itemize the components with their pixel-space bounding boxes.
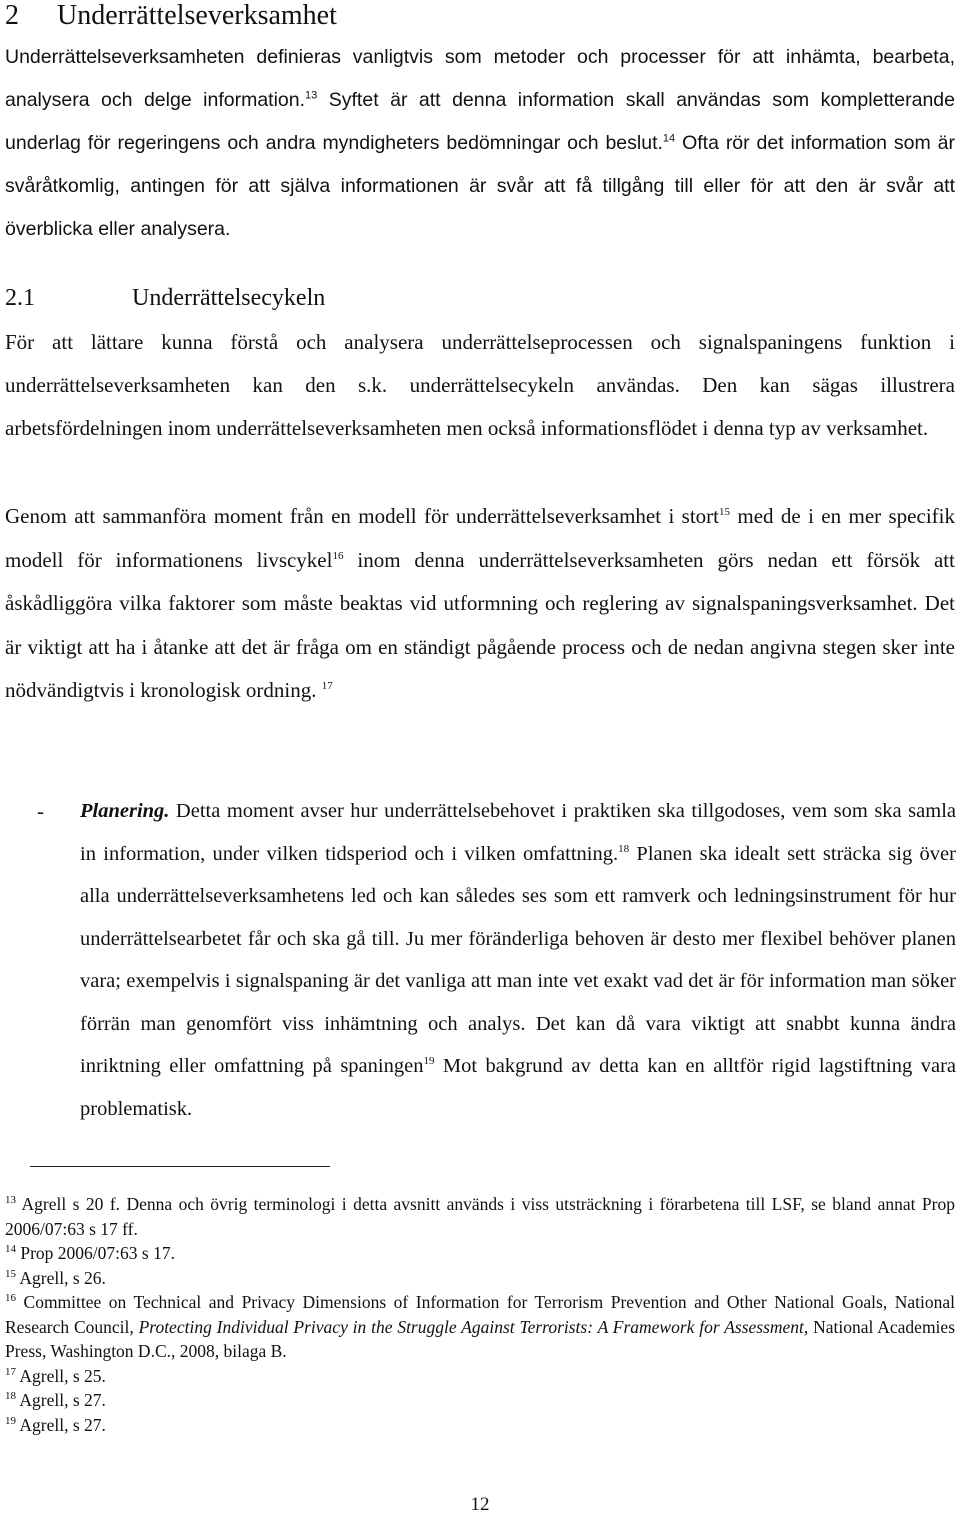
bullet-body: Detta moment avser hur underrättelsebehovet i praktiken ska tillgodoses, vem som ska samla in information, under vilken tidsperiod och i vilken omfattning. (80, 800, 956, 865)
bullet-text (80, 790, 956, 1130)
footnote-text: Agrell, s 26. (16, 1267, 106, 1288)
footnote-text: Committee on Technical and Privacy Dimensions of Information for Terrorism Prevention and Other National Goals, National Research Council (5, 1292, 955, 1337)
footnote (5, 1192, 955, 1241)
footnote-title: , Protecting Individual Privacy in the Struggle Against Terrorists: A Framework for Assessment (129, 1316, 804, 1337)
page-number: 12 (470, 1494, 490, 1515)
subsection-paragraph-1 (5, 321, 955, 450)
subsection-title: Underrättelsecykeln (132, 285, 326, 311)
footnote-separator (30, 1166, 330, 1167)
paragraph-text: Syftet är att denna information skall användas som kompletterande underlag för regeringens och andra myndigheters bedömningar och beslut. (5, 89, 955, 154)
footnote-ref: 13 (305, 89, 318, 102)
footnote-ref: 15 (719, 506, 730, 518)
bullet-body: Planen ska idealt sett sträcka sig över alla underrättelseverksamhetens led och kan således ses som ett ramverk och ledningsinstrument för hur underrättelsearbetet får och ska gå till. Ju mer föränderliga behoven är desto mer flexibel behöver planen vara; exempelvis i signalspaning är det vanliga att man inte vet exakt vad det är för information man söker förrän man genomfört viss inhämtning och analys. Det kan då vara viktigt att snabbt kunna ändra inriktning eller omfattning på spaningen (80, 842, 956, 1077)
footnote (5, 1364, 955, 1389)
footnote (5, 1413, 955, 1438)
subsection-paragraph-2 (5, 495, 955, 713)
section-heading (5, 0, 945, 32)
footnote-text: Agrell, s 25. (16, 1365, 106, 1386)
footnote-text: Agrell, s 27. (16, 1414, 106, 1435)
footnote (5, 1241, 955, 1266)
footnote-ref: 16 (332, 549, 344, 562)
subsection-number: 2.1 (5, 285, 35, 311)
footnote (5, 1266, 955, 1291)
footnotes (5, 1192, 955, 1437)
footnote-number: 14 (5, 1243, 16, 1256)
footnote-number: 13 (5, 1194, 16, 1207)
paragraph-text: Ofta rör det information som är svåråtkomlig, antingen för att själva informationen är svår att få tillgång till eller för att den är svår att överblicka eller analysera. (5, 132, 955, 240)
section-paragraph (5, 36, 955, 251)
footnote-ref: 14 (662, 132, 676, 145)
subsection-heading (5, 282, 945, 314)
footnote-ref: 19 (423, 1055, 435, 1068)
footnote (5, 1388, 955, 1413)
bullet-lead: Planering. (80, 800, 170, 822)
bullet-dash: - (37, 799, 44, 823)
footnote-number: 18 (5, 1390, 16, 1403)
footnote-text: , National Academies Press, Washington D.C., 2008, bilaga B. (5, 1316, 955, 1361)
footnote-text: Prop 2006/07:63 s 17. (16, 1243, 175, 1263)
footnote-text: Agrell, s 27. (16, 1390, 106, 1410)
paragraph-text: med de i en mer specifik modell för informationens livscykel (5, 504, 955, 572)
footnote-number: 16 (5, 1292, 16, 1305)
section-number: 2 (5, 0, 19, 31)
paragraph-text: Underrättelseverksamheten definieras vanligtvis som metoder och processer för att inhämta, bearbeta, analysera och delge information. (5, 46, 955, 111)
footnote-ref: 17 (321, 680, 333, 692)
paragraph-text: Genom att sammanföra moment från en modell för underrättelseverksamhet i stort (5, 504, 719, 528)
footnote-number: 17 (5, 1365, 16, 1378)
footnote (5, 1290, 955, 1364)
footnote-ref: 18 (618, 842, 630, 855)
footnote-text: Agrell s 20 f. Denna och övrig terminologi i detta avsnitt används i viss utsträckning i förarbetena till LSF, se bland annat Prop 2006/07:63 s 17 ff. (5, 1194, 955, 1239)
section-title: Underrättelseverksamhet (57, 0, 337, 31)
footnote-number: 15 (5, 1267, 16, 1280)
footnote-number: 19 (5, 1414, 16, 1427)
bullet-body: Mot bakgrund av detta kan en alltför rigid lagstiftning vara problematisk. (80, 1055, 957, 1120)
paragraph-text: För att lättare kunna förstå och analysera underrättelseprocessen och signalspaningens funktion i underrättelseverksamheten kan den s.k. underrättelsecykeln användas. Den kan sägas illustrera arbetsfördelningen inom underrättelseverksamheten men också informationsflödet i denna typ av verksamhet. (5, 330, 955, 440)
paragraph-text: inom denna underrättelseverksamheten görs nedan ett försök att åskådliggöra vilka faktorer som måste beaktas vid utformning och reglering av signalspaningsverksamhet. Det är viktigt att ha i åtanke att det är fråga om en ständigt pågående process och de nedan angivna stegen sker inte nödvändigtvis i kronologisk ordning. (5, 547, 955, 702)
